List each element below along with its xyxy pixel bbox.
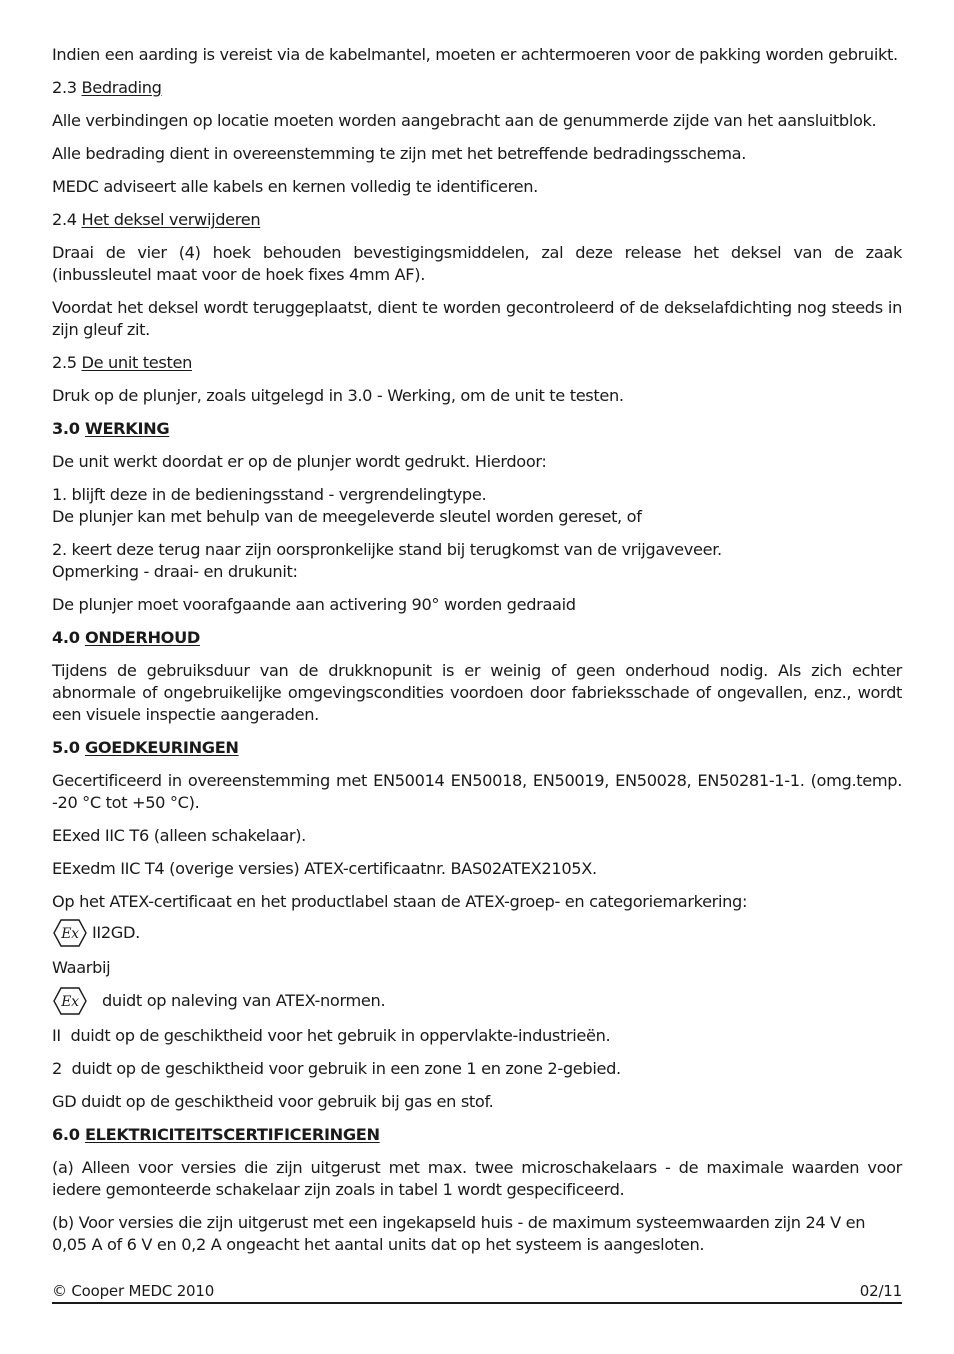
ex-marking-line: [52, 918, 902, 948]
paragraph-identify: MEDC adviseert alle kabels en kernen volledig te identificeren.: [52, 177, 538, 196]
page-footer: [52, 1281, 902, 1301]
operation-1-line-2: De plunjer kan met behulp van de meegeleverde sleutel worden gereset, of: [52, 507, 642, 526]
section-title: GOEDKEURINGEN: [84, 738, 239, 757]
ex-explanation-line: [52, 986, 902, 1016]
paragraph-test-unit: Druk op de plunjer, zoals uitgelegd in 3.0 - Werking, om de unit te testen.: [52, 386, 624, 405]
paragraph-operation-1: [52, 484, 902, 528]
paragraph-replace-cover: Voordat het deksel wordt teruggeplaatst, dient te worden gecontroleerd of de dekselafdichting nog steeds in zijn gleuf zit.: [52, 298, 902, 339]
section-number: 6.0: [52, 1125, 80, 1144]
paragraph-maintenance: Tijdens de gebruiksduur van de drukknopunit is er weinig of geen onderhoud nodig. Als zich echter abnormale of ongebruikelijke omgevingscondities voordoen door fabrieksschade of ongevallen, enz., wordt een visuele inspectie aangeraden.: [52, 661, 902, 724]
section-title: De unit testen: [81, 353, 192, 372]
section-number: 2.5: [52, 353, 77, 372]
section-number: 4.0: [52, 628, 80, 647]
subsection-2-4-heading: [52, 209, 902, 231]
paragraph-eexedm: EExedm IIC T4 (overige versies) ATEX-certificaatnr. BAS02ATEX2105X.: [52, 859, 597, 878]
section-4-heading: [52, 627, 902, 649]
footer-divider: [52, 1302, 902, 1304]
paragraph-eexed: EExed IIC T6 (alleen schakelaar).: [52, 826, 306, 845]
paragraph-remove-cover: Draai de vier (4) hoek behouden bevestigingsmiddelen, zal deze release het deksel van de zaak (inbussleutel maat voor de hoek fixes 4mm AF).: [52, 243, 902, 284]
encapsulated-line-2: 0,05 A of 6 V en 0,2 A ongeacht het aantal units dat op het systeem is aangesloten.: [52, 1235, 705, 1254]
document-body: [52, 44, 902, 1267]
paragraph-rotate-note: De plunjer moet voorafgaande aan activering 90° worden gedraaid: [52, 595, 576, 614]
ex-explanation-text: duidt op naleving van ATEX-normen.: [102, 991, 386, 1010]
section-number: 3.0: [52, 419, 80, 438]
operation-2-line-2: Opmerking - draai- en drukunit:: [52, 562, 298, 581]
ex-hexagon-icon: [52, 986, 88, 1016]
section-title: ONDERHOUD: [84, 628, 200, 647]
footer-page-number: 02/11: [859, 1282, 902, 1300]
section-title: WERKING: [84, 419, 170, 438]
ex-marking-text: II2GD.: [92, 923, 140, 942]
paragraph-gd: GD duidt op de geschiktheid voor gebruik bij gas en stof.: [52, 1092, 494, 1111]
section-number: 2.3: [52, 78, 77, 97]
subsection-2-3-heading: [52, 77, 902, 99]
paragraph-wiring: Alle bedrading dient in overeenstemming te zijn met het betreffende bedradingsschema.: [52, 144, 747, 163]
paragraph-group-ii: II duidt op de geschiktheid voor het gebruik in oppervlakte-industrieën.: [52, 1026, 611, 1045]
svg-text:Ex: Ex: [61, 926, 79, 942]
section-5-heading: [52, 737, 902, 759]
svg-text:Ex: Ex: [61, 994, 79, 1010]
paragraph-microswitches: (a) Alleen voor versies die zijn uitgerust met max. twee microschakelaars - de maximale waarden voor iedere gemonteerde schakelaar zijn zoals in tabel 1 wordt gespecificeerd.: [52, 1158, 902, 1199]
operation-1-line-1: 1. blijft deze in de bedieningsstand - vergrendelingtype.: [52, 485, 487, 504]
operation-2-line-1: 2. keert deze terug naar zijn oorspronkelijke stand bij terugkomst van de vrijgaveveer.: [52, 540, 722, 559]
section-title: ELEKTRICITEITSCERTIFICERINGEN: [84, 1125, 380, 1144]
section-6-heading: [52, 1124, 902, 1146]
paragraph-operation-intro: De unit werkt doordat er op de plunjer wordt gedrukt. Hierdoor:: [52, 452, 547, 471]
paragraph-category-2: 2 duidt op de geschiktheid voor gebruik in een zone 1 en zone 2-gebied.: [52, 1059, 621, 1078]
paragraph-connections: Alle verbindingen op locatie moeten worden aangebracht aan de genummerde zijde van het aansluitblok.: [52, 111, 877, 130]
paragraph-operation-2: [52, 539, 902, 583]
section-number: 5.0: [52, 738, 80, 757]
paragraph-encapsulated: [52, 1212, 902, 1256]
section-title: Bedrading: [81, 78, 162, 97]
subsection-2-5-heading: [52, 352, 902, 374]
section-3-heading: [52, 418, 902, 440]
encapsulated-line-1: (b) Voor versies die zijn uitgerust met een ingekapseld huis - de maximum systeemwaarden zijn 24 V en: [52, 1213, 866, 1232]
paragraph-earthing: Indien een aarding is vereist via de kabelmantel, moeten er achtermoeren voor de pakking worden gebruikt.: [52, 45, 898, 64]
ex-hexagon-icon: [52, 918, 88, 948]
section-title: Het deksel verwijderen: [81, 210, 261, 229]
paragraph-certified: Gecertificeerd in overeenstemming met EN50014 EN50018, EN50019, EN50028, EN50281-1-1. (omg.temp. -20 °C tot +50 °C).: [52, 771, 902, 812]
footer-copyright: © Cooper MEDC 2010: [52, 1282, 215, 1300]
paragraph-atex-marking: Op het ATEX-certificaat en het productlabel staan de ATEX-groep- en categoriemarkering:: [52, 892, 748, 911]
paragraph-where: Waarbij: [52, 958, 111, 977]
section-number: 2.4: [52, 210, 77, 229]
